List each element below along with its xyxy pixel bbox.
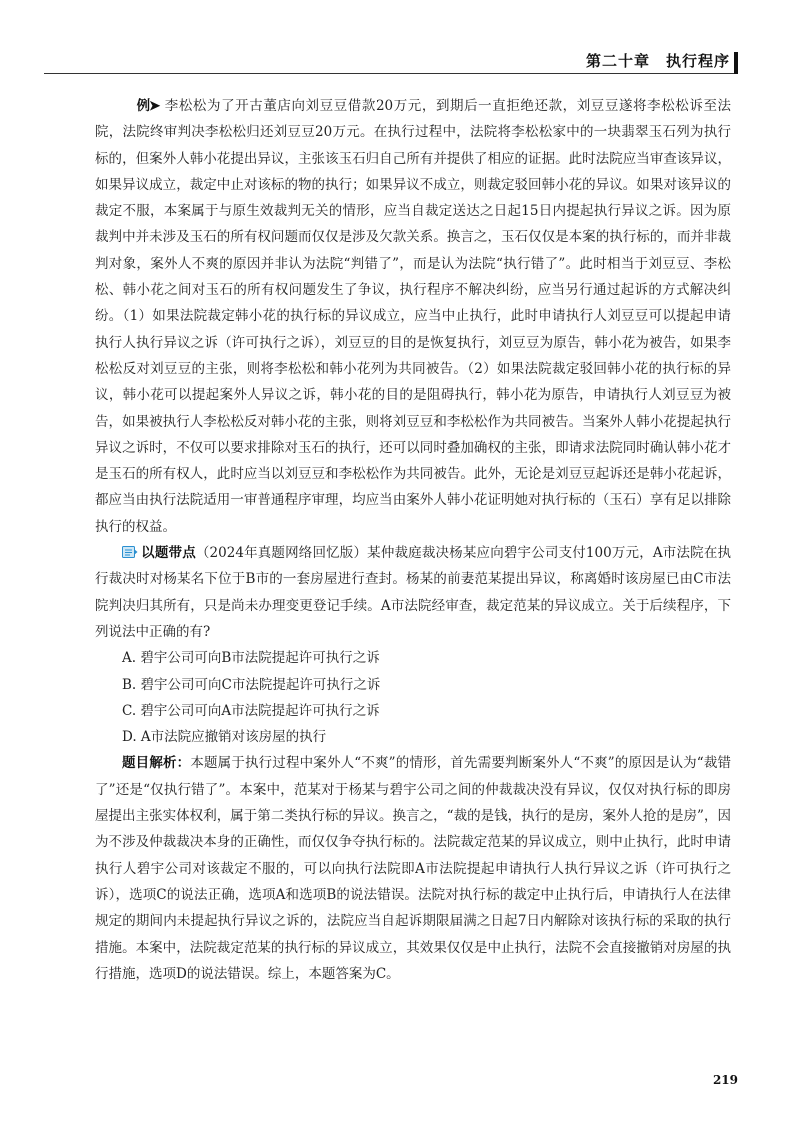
question-text: （2024年真题网络回忆版）某仲裁庭裁决杨某应向碧宇公司支付100万元，A市法院在执行裁决时对杨某名下位于B市的一套房屋进行查封。杨某的前妻范某提出异议，称离婚时该房屋已由C市法院判决归其所有，只是尚未办理变更登记手续。A市法院经审查，裁定范某的异议成立。关于后续程序，下列说法中正确的有? <box>95 545 732 640</box>
example-paragraph <box>95 93 731 540</box>
header-bar <box>734 52 738 74</box>
chapter-title: 第二十章 执行程序 <box>585 52 730 70</box>
header-rule <box>44 73 738 74</box>
page-number: 219 <box>712 1073 738 1087</box>
running-header <box>44 50 738 74</box>
example-label: 例 <box>136 98 151 114</box>
option-d: D. A市法院应撤销对该房屋的执行 <box>122 729 327 746</box>
open-book-icon <box>122 546 138 559</box>
option-c: C. 碧宇公司可向A市法院提起许可执行之诉 <box>122 702 380 719</box>
option-b: B. 碧宇公司可向C市法院提起许可执行之诉 <box>122 676 381 693</box>
option-a: A. 碧宇公司可向B市法院提起许可执行之诉 <box>122 650 380 667</box>
question-label: 以题带点 <box>141 545 196 562</box>
arrow-right-icon: ➤ <box>149 98 161 114</box>
analysis-text: 本题属于执行过程中案外人“不爽”的情形，首先需要判断案外人“不爽”的原因是认为“裁错了”还是“仅执行错了”。本案中，范某对于杨某与碧宇公司之间的仲裁裁决没有异议，仅仅对执行标的即房屋提出主张实体权利，属于第二类执行标的异议。换言之，“裁的是钱，执行的是房，案外人抢的是房”，因为不涉及仲裁裁决本身的正确性，而仅仅争夺执行标的。法院裁定范某的异议成立，则中止执行，此时申请执行人碧宇公司对该裁定不服的，可以向执行法院即A市法院提起申请执行人执行异议之诉（许可执行之诉），选项C的说法正确，选项A和选项B的说法错误。法院对执行标的裁定中止执行后，申请执行人在法律规定的期间内未提起执行异议之诉的，法院应当自起诉期限届满之日起7日内解除对该执行标的采取的执行措施。本案中，法院裁定范某的执行标的异议成立，其效果仅仅是中止执行，法院不会直接撤销对房屋的执行措施，选项D的说法错误。综上，本题答案为C。 <box>95 755 732 982</box>
question-paragraph <box>95 540 731 645</box>
page-body <box>95 93 731 987</box>
analysis-paragraph <box>95 750 731 987</box>
example-text: 李松松为了开古董店向刘豆豆借款20万元，到期后一直拒绝还款，刘豆豆遂将李松松诉至法院，法院终审判决李松松归还刘豆豆20万元。在执行过程中，法院将李松松家中的一块翡翠玉石列为执行标的，但案外人韩小花提出异议，主张该玉石归自己所有并提供了相应的证据。此时法院应当审查该异议，如果异议成立，裁定中止对该标的物的执行；如果异议不成立，则裁定驳回韩小花的异议。如果对该异议的裁定不服，本案属于与原生效裁判无关的情形，应当自裁定送达之日起15日内提起执行异议之诉。因为原裁判中并未涉及玉石的所有权问题而仅仅是涉及欠款关系。换言之，玉石仅仅是本案的执行标的，而并非裁判对象，案外人不爽的原因并非认为法院“判错了”，而是认为法院“执行错了”。此时相当于刘豆豆、李松松、韩小花之间对玉石的所有权问题发生了争议，执行程序不解决纠纷，应当另行通过起诉的方式解决纠纷。（1）如果法院裁定韩小花的执行标的异议成立，应当中止执行，此时申请执行人刘豆豆可以提起申请执行人执行异议之诉（许可执行之诉），刘豆豆的目的是恢复执行，刘豆豆为原告，韩小花为被告，如果李松松反对刘豆豆的主张，则将李松松和韩小花列为共同被告。（2）如果法院裁定驳回韩小花的执行标的异议，韩小花可以提起案外人异议之诉，韩小花的目的是阻碍执行，韩小花为原告，申请执行人刘豆豆为被告，如果被执行人李松松反对韩小花的主张，则将刘豆豆和李松松作为共同被告。当案外人韩小花提起执行异议之诉时，不仅可以要求排除对玉石的执行，还可以同时叠加确权的主张，即请求法院同时确认韩小花才是玉石的所有权人，此时应当以刘豆豆和李松松作为共同被告。此外，无论是刘豆豆起诉还是韩小花起诉，都应当由执行法院适用一审普通程序审理，均应当由案外人韩小花证明她对执行标的（玉石）享有足以排除执行的权益。 <box>95 98 732 535</box>
analysis-label: 题目解析： <box>122 755 191 772</box>
